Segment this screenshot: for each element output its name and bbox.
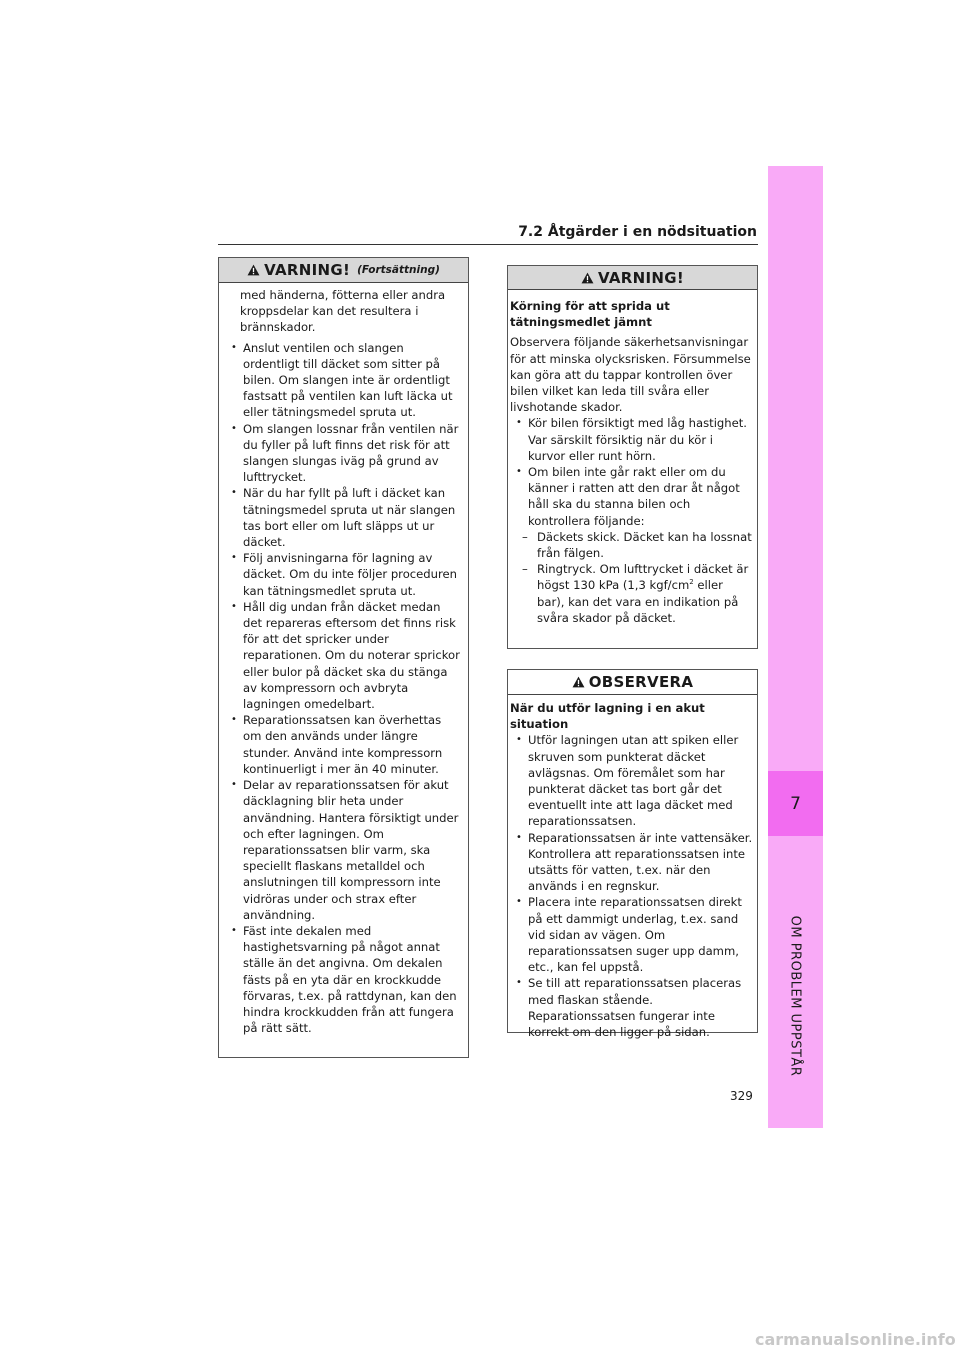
list-item: • Utför lagningen utan att spiken eller skruven som punkterat däcket avlägsnas. Om föremålet som har punkterat däcket tas bort går det eventuellt inte att laga däcket med reparationssatsen.: [510, 732, 753, 829]
warning-triangle-icon: [581, 272, 594, 284]
right-warning-title: VARNING!: [598, 268, 684, 287]
warning-triangle-icon: [572, 676, 585, 688]
dash-text-post: eller bar), kan det vara en indikation på svåra skador på däcket.: [537, 578, 739, 625]
left-warning-box: [218, 257, 469, 1058]
right-notice-content: [508, 695, 757, 1046]
right-notice-subheading: När du utför lagning i en akut situation: [510, 701, 705, 732]
dash-item: – Däckets skick. Däcket kan ha lossnat från fälgen.: [510, 529, 753, 561]
chapter-number: 7: [790, 794, 801, 814]
left-warning-content: [219, 283, 468, 1042]
list-item: • Delar av reparationssatsen för akut däcklagning blir heta under användning. Hantera försiktigt under och efter lagningen. Om reparationssatsen blir varm, ska speciellt flaskans metalldel och anslutningen till kompressorn inte vidröras under och strax efter användning.: [225, 777, 462, 923]
section-title: 7.2 Åtgärder i en nödsituation: [518, 224, 757, 240]
watermark: carmanualsonline.info: [755, 1330, 956, 1349]
page-number: 329: [730, 1089, 753, 1103]
left-warning-subtitle: (Fortsättning): [357, 264, 440, 276]
right-warning-header: [508, 266, 757, 290]
right-warning-box: [507, 265, 758, 649]
list-item: • När du har fyllt på luft i däcket kan tätningsmedel spruta ut när slangen tas bort eller om luft släpps ut ur däcket.: [225, 485, 462, 550]
chapter-title: OM PROBLEM UPPSTÅR: [787, 915, 803, 1077]
right-notice-box: [507, 669, 758, 1040]
right-warning-subheading: Körning för att sprida ut tätningsmedlet jämnt: [510, 299, 670, 330]
left-warning-header: [219, 258, 468, 283]
right-warning-intro: Observera följande säkerhetsanvisningar för att minska olycksrisken. Försummelse kan göra att du tappar kontrollen över bilen vilket kan leda till svåra eller livshotande skador.: [510, 335, 751, 415]
left-warning-title: VARNING!: [264, 261, 351, 279]
list-item: • Följ anvisningarna för lagning av däcket. Om du inte följer proceduren kan tätningsmedlet spruta ut.: [225, 550, 462, 599]
list-item: • Fäst inte dekalen med hastighetsvarning på något annat ställe än det angivna. Om dekalen fästs på en yta där en krockkudde förvaras, t.ex. på rattdynan, kan den hindra krockkudden från att fungera på rätt sätt.: [225, 923, 462, 1036]
list-item: • Kör bilen försiktigt med låg hastighet. Var särskilt försiktig när du kör i kurvor eller runt hörn.: [510, 415, 753, 464]
dash-item: [510, 561, 753, 626]
left-warning-lead: med händerna, fötterna eller andra kroppsdelar kan det resultera i brännskador.: [240, 288, 446, 335]
superscript: 2: [689, 578, 694, 587]
right-warning-content: [508, 290, 757, 632]
right-notice-title: OBSERVERA: [588, 673, 694, 691]
list-item: • Om slangen lossnar från ventilen när du fyller på luft finns det risk för att slangen slungas iväg på grund av lufttrycket.: [225, 421, 462, 486]
chapter-side-tab: [768, 166, 823, 1128]
list-item: • Håll dig undan från däcket medan det repareras eftersom det finns risk för att det spricker under reparationen. Om du noterar sprickor eller bulor på däcket ska du stänga av kompressorn och avbryta lagningen omedelbart.: [225, 599, 462, 712]
warning-triangle-icon: [247, 264, 260, 276]
list-item: • Se till att reparationssatsen placeras med flaskan stående. Reparationssatsen fungerar inte korrekt om den ligger på sidan.: [510, 975, 753, 1040]
list-item: • Placera inte reparationssatsen direkt på ett dammigt underlag, t.ex. sand vid sidan av vägen. Om reparationssatsen suger upp damm, etc., kan fel uppstå.: [510, 894, 753, 975]
list-item: • Om bilen inte går rakt eller om du känner i ratten att den drar åt något håll ska du stanna bilen och kontrollera följande:: [510, 464, 753, 529]
list-item: • Reparationssatsen är inte vattensäker. Kontrollera att reparationssatsen inte utsätts för vatten, t.ex. när den används i en regnskur.: [510, 830, 753, 895]
dash-text-pre: Ringtryck. Om lufttrycket i däcket är högst 130 kPa (1,3 kgf/cm: [537, 562, 749, 593]
list-item: • Reparationssatsen kan överhettas om den används under längre stunder. Använd inte kompressorn kontinuerligt i mer än 40 minuter.: [225, 712, 462, 777]
list-item: • Anslut ventilen och slangen ordentligt till däcket som sitter på bilen. Om slangen inte är ordentligt fastsatt på ventilen kan luft läcka ut eller tätningsmedel spruta ut.: [225, 340, 462, 421]
right-notice-header: [508, 670, 757, 695]
header-rule: [218, 244, 758, 245]
